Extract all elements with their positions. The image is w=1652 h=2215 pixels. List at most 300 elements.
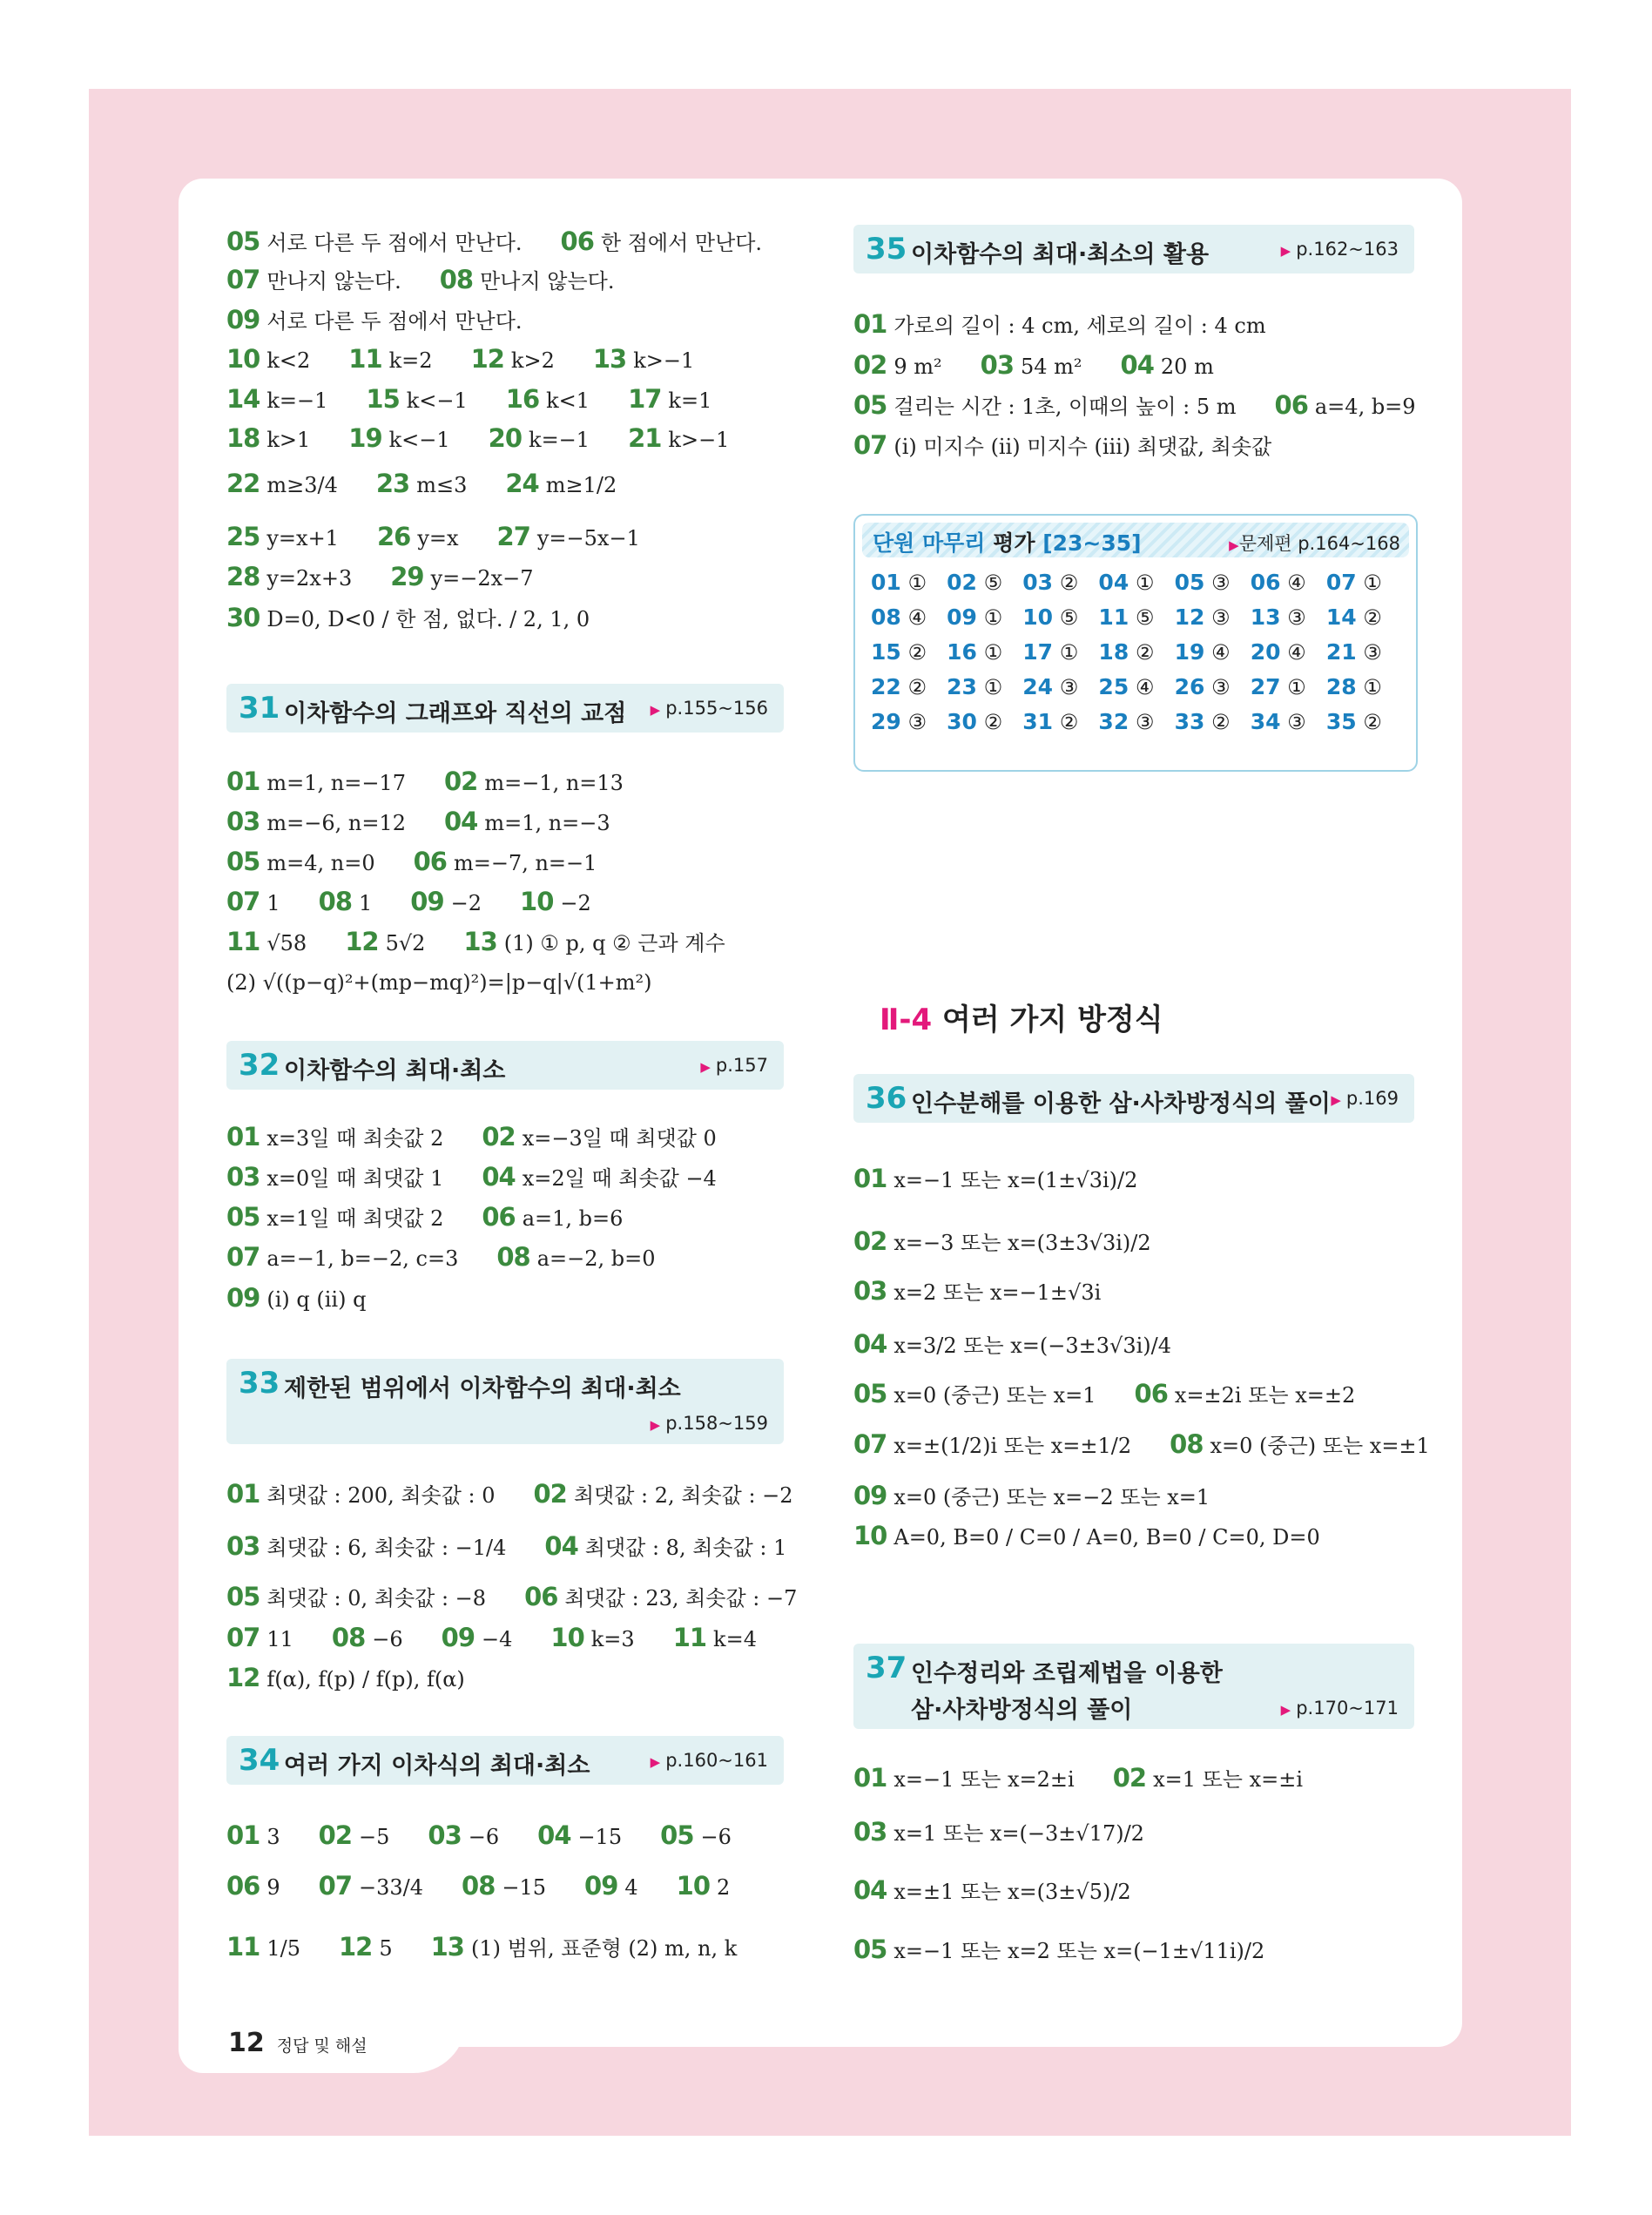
section-title: 인수분해를 이용한 삼·사차방정식의 풀이 <box>911 1091 1331 1118</box>
section-title: 이차함수의 최대·최소 <box>284 1057 506 1084</box>
answer-line <box>226 1533 825 1561</box>
review-answer <box>1251 570 1326 595</box>
answer-choice: ② <box>1363 605 1382 630</box>
question-number: 10 <box>676 1871 711 1901</box>
question-number: 07 <box>853 430 887 460</box>
answer-choice: ① <box>1287 675 1306 699</box>
answer-text: 1 <box>266 891 280 915</box>
answer-item <box>339 1934 393 1962</box>
answer-item <box>462 1873 546 1901</box>
answer-text: −15 <box>502 1875 547 1900</box>
answer-item <box>226 1584 486 1611</box>
question-number: 10 <box>226 344 260 374</box>
answer-item <box>226 386 327 414</box>
answer-text: 1 <box>359 891 373 915</box>
answer-text: m=−7, n=−1 <box>453 851 597 875</box>
answer-text: −2 <box>450 891 482 915</box>
answer-text: x=±1 또는 x=(3±√5)/2 <box>893 1880 1131 1904</box>
answer-text: a=−1, b=−2, c=3 <box>266 1246 459 1271</box>
review-answer <box>1326 604 1402 630</box>
answer-choice: ② <box>1135 640 1155 665</box>
question-number: 04 <box>544 1531 578 1561</box>
answer-text: 서로 다른 두 점에서 만난다. <box>266 231 523 255</box>
question-number: 12 <box>345 927 379 956</box>
answer-text: m=4, n=0 <box>266 851 375 875</box>
answer-item <box>319 888 373 916</box>
review-answer <box>871 570 947 595</box>
answer-item <box>482 1124 716 1151</box>
answer-choice: ② <box>907 675 927 699</box>
triangle-icon: ▶ <box>1331 1092 1341 1108</box>
answer-item <box>440 267 615 294</box>
answer-line <box>226 267 652 294</box>
review-answer <box>947 639 1022 665</box>
answer-item <box>1135 1381 1356 1408</box>
answer-item <box>376 470 468 498</box>
question-number: 08 <box>318 887 352 916</box>
answer-text: m≥3/4 <box>266 473 338 497</box>
answer-text: k>2 <box>510 348 555 373</box>
review-answer <box>1098 604 1174 630</box>
answer-item <box>414 848 597 876</box>
answer-choice: ⑤ <box>1135 605 1155 630</box>
question-number: 04 <box>537 1820 571 1850</box>
question-number: 11 <box>348 344 382 374</box>
answer-text: k<2 <box>266 348 311 373</box>
answer-text: −2 <box>560 891 591 915</box>
answer-text: (1) 범위, 표준형 (2) m, n, k <box>470 1936 738 1961</box>
answer-text: x=2 또는 x=−1±√3i <box>893 1280 1102 1305</box>
answer-line <box>226 307 561 334</box>
answer-choice: ⑤ <box>983 571 1003 595</box>
question-number: 20 <box>1250 639 1281 665</box>
answer-item <box>463 929 725 956</box>
answer-choice: ③ <box>1287 710 1306 734</box>
section-header-36 <box>853 1074 1414 1123</box>
answer-text: −6 <box>700 1825 732 1849</box>
question-number: 03 <box>853 1276 887 1306</box>
answer-item <box>853 1819 1144 1847</box>
answer-text: 최댓값 : 200, 최솟값 : 0 <box>266 1483 496 1508</box>
answer-text: x=1 또는 x=±i <box>1153 1767 1304 1792</box>
question-number: 26 <box>1174 674 1205 699</box>
answer-item <box>226 564 352 591</box>
answer-item <box>561 228 763 256</box>
answer-item <box>226 1285 366 1313</box>
question-number: 04 <box>482 1162 516 1192</box>
chapter-heading <box>880 996 1163 1038</box>
answer-choice: ② <box>907 640 927 665</box>
question-number: 33 <box>1174 709 1205 734</box>
answer-text: x=−3일 때 최댓값 0 <box>522 1126 717 1151</box>
page-ref: ▶ p.160~161 <box>650 1750 768 1771</box>
question-number: 14 <box>1325 604 1357 630</box>
answer-text: 5 <box>379 1936 393 1961</box>
question-number: 13 <box>430 1932 464 1962</box>
question-number: 06 <box>482 1202 516 1232</box>
answer-line <box>853 1523 1359 1550</box>
answer-line <box>226 425 767 453</box>
answer-text: m=−6, n=12 <box>266 811 406 835</box>
answer-item <box>345 929 425 956</box>
answer-text: k>−1 <box>633 348 695 373</box>
question-number: 01 <box>853 1763 887 1793</box>
section-number: 33 <box>239 1366 280 1401</box>
answer-line <box>226 386 750 414</box>
answer-text: 최댓값 : 0, 최솟값 : −8 <box>266 1586 487 1611</box>
section-header-37 <box>853 1644 1414 1729</box>
answer-text: x=0 (중근) 또는 x=±1 <box>1210 1434 1430 1458</box>
question-number: 19 <box>348 423 382 453</box>
answer-text: k<1 <box>546 388 590 413</box>
answer-item <box>673 1624 757 1652</box>
review-answer <box>947 674 1022 699</box>
answer-text: 최댓값 : 2, 최솟값 : −2 <box>573 1483 793 1508</box>
question-number: 12 <box>226 1663 260 1692</box>
answer-line <box>853 1331 1210 1359</box>
section-title: 이차함수의 최대·최소의 활용 <box>911 241 1210 268</box>
question-number: 09 <box>441 1623 475 1652</box>
answer-line <box>226 1285 404 1313</box>
page-footer <box>228 2028 367 2058</box>
answer-line <box>226 1584 835 1611</box>
answer-choice: ② <box>1211 710 1231 734</box>
triangle-icon: ▶ <box>1280 243 1291 259</box>
question-number: 29 <box>390 562 424 591</box>
question-number: 06 <box>1250 570 1281 595</box>
question-number: 28 <box>1325 674 1357 699</box>
triangle-icon: ▶ <box>650 1754 661 1770</box>
answer-text: −6 <box>372 1627 403 1651</box>
question-number: 25 <box>226 522 260 551</box>
section-header-31 <box>226 684 784 733</box>
answer-item <box>497 523 640 551</box>
answer-choice: ③ <box>1135 710 1155 734</box>
answer-item <box>226 228 523 256</box>
review-answer <box>947 604 1022 630</box>
answer-line <box>226 888 630 916</box>
question-number: 28 <box>226 562 260 591</box>
question-number: 08 <box>496 1242 530 1272</box>
answer-text: x=0일 때 최댓값 1 <box>266 1166 444 1191</box>
question-number: 12 <box>1174 604 1205 630</box>
answer-text: x=3/2 또는 x=(−3±3√3i)/4 <box>893 1334 1171 1358</box>
answer-line <box>226 1822 770 1850</box>
answer-choice: ① <box>1135 571 1155 595</box>
answer-line <box>226 848 635 876</box>
answer-text: y=−5x−1 <box>536 526 640 550</box>
question-number: 18 <box>226 423 260 453</box>
answer-text: 3 <box>266 1825 280 1849</box>
answer-item <box>226 888 280 916</box>
answer-item <box>853 432 1271 460</box>
answer-choice: ④ <box>1135 675 1155 699</box>
section-number: 36 <box>866 1081 907 1116</box>
answer-line <box>853 1431 1468 1459</box>
question-number: 21 <box>628 423 662 453</box>
answer-item <box>366 386 467 414</box>
question-number: 30 <box>947 709 977 734</box>
answer-item <box>471 346 555 374</box>
answer-item <box>1113 1765 1303 1793</box>
question-number: 04 <box>1098 570 1129 595</box>
answer-item <box>348 425 449 453</box>
answer-choice: ① <box>983 605 1003 630</box>
answer-line <box>226 1164 755 1192</box>
question-number: 10 <box>550 1623 584 1652</box>
answer-text: 만나지 않는다. <box>266 269 401 294</box>
answer-item <box>410 888 482 916</box>
review-answer <box>1326 639 1402 665</box>
answer-choice: ④ <box>1211 640 1231 665</box>
question-number: 03 <box>853 1817 887 1847</box>
question-number: 09 <box>410 887 444 916</box>
question-number: 07 <box>1325 570 1357 595</box>
answer-choice: ③ <box>1363 640 1382 665</box>
answer-line <box>226 346 732 374</box>
triangle-icon: ▶ <box>1280 1702 1291 1718</box>
review-answer <box>1098 570 1174 595</box>
answer-item <box>348 346 432 374</box>
unit-review-header <box>862 523 1409 557</box>
page-ref: ▶ p.170~171 <box>1280 1698 1399 1719</box>
answer-text: a=−2, b=0 <box>536 1246 656 1271</box>
answer-item <box>482 1164 716 1192</box>
footer-label: 정답 및 해설 <box>276 2036 367 2056</box>
question-number: 01 <box>871 570 901 595</box>
question-number: 15 <box>871 639 901 665</box>
question-number: 13 <box>592 344 627 374</box>
answer-line <box>226 228 800 256</box>
page-ref: ▶ p.157 <box>700 1055 768 1076</box>
question-number: 22 <box>226 469 260 498</box>
answer-item <box>853 1228 1151 1256</box>
answer-line <box>226 1204 661 1232</box>
answer-item <box>584 1873 638 1901</box>
answer-choice: ② <box>1059 571 1079 595</box>
answer-line <box>226 808 649 836</box>
answer-line <box>226 929 764 956</box>
answer-text: k=2 <box>388 348 433 373</box>
section-number: 31 <box>239 691 280 726</box>
answer-text: √58 <box>266 931 307 956</box>
answer-item <box>226 1934 300 1962</box>
answer-line <box>853 1278 1139 1306</box>
question-number: 09 <box>226 305 260 334</box>
review-answer <box>947 570 1022 595</box>
question-number: 02 <box>947 570 977 595</box>
answer-text: a=4, b=9 <box>1314 395 1416 419</box>
question-number: 02 <box>853 350 887 380</box>
question-number: 05 <box>853 1379 887 1408</box>
question-number: 05 <box>853 1935 887 1964</box>
question-number: 23 <box>375 469 410 498</box>
question-number: 21 <box>1325 639 1357 665</box>
question-number: 35 <box>1325 709 1357 734</box>
question-number: 01 <box>853 1164 887 1193</box>
answer-text: 5√2 <box>385 931 426 956</box>
question-number: 02 <box>853 1226 887 1256</box>
answer-text: y=x <box>417 526 459 550</box>
answer-item <box>226 1624 293 1652</box>
answer-text: D=0, D<0 / 한 점, 없다. / 2, 1, 0 <box>266 607 590 631</box>
answer-item <box>226 425 310 453</box>
answer-text: x=±2i 또는 x=±2 <box>1174 1383 1356 1408</box>
answer-item <box>377 523 459 551</box>
review-answer <box>1022 570 1098 595</box>
answer-choice: ① <box>1059 640 1079 665</box>
answer-text: y=−2x−7 <box>430 566 534 591</box>
answer-item <box>853 1765 1075 1793</box>
answer-choice: ② <box>1059 710 1079 734</box>
answer-text: 만나지 않는다. <box>480 269 615 294</box>
answer-choice: ③ <box>1059 675 1079 699</box>
answer-line <box>226 969 691 996</box>
answer-line <box>226 1934 775 1962</box>
answer-item <box>444 808 610 836</box>
question-number: 07 <box>318 1871 352 1901</box>
question-number: 06 <box>524 1582 558 1611</box>
review-answer <box>1251 709 1326 734</box>
question-number: 03 <box>226 807 260 836</box>
question-number: 10 <box>853 1521 887 1550</box>
question-number: 06 <box>226 1871 260 1901</box>
answer-text: x=−1 또는 x=2 또는 x=(−1±√11i)/2 <box>893 1939 1265 1963</box>
answer-item <box>226 969 652 996</box>
question-number: 07 <box>853 1429 887 1459</box>
section-number: 34 <box>239 1743 280 1778</box>
answer-item <box>981 352 1082 380</box>
answer-text: f(α), f(p) / f(p), f(α) <box>266 1667 465 1692</box>
answer-text: (ⅰ) 미지수 (ⅱ) 미지수 (ⅲ) 최댓값, 최솟값 <box>893 435 1272 459</box>
section-title: 이차함수의 그래프와 직선의 교점 <box>284 700 627 727</box>
review-answer <box>871 709 947 734</box>
question-number: 03 <box>980 350 1014 380</box>
question-number: 13 <box>1250 604 1281 630</box>
answer-line <box>226 523 678 551</box>
review-answer <box>1326 709 1402 734</box>
review-answer <box>1175 570 1251 595</box>
answer-line <box>853 392 1454 420</box>
answer-text: m=1, n=−17 <box>266 771 406 795</box>
answer-item <box>319 1822 390 1850</box>
answer-item <box>226 1124 443 1151</box>
question-number: 11 <box>672 1623 707 1652</box>
answer-line <box>853 1819 1183 1847</box>
answer-item <box>628 386 711 414</box>
answer-item <box>226 307 523 334</box>
review-answer <box>1175 639 1251 665</box>
answer-text: 2 <box>717 1875 731 1900</box>
answer-text: m=1, n=−3 <box>484 811 610 835</box>
review-answer <box>1326 674 1402 699</box>
answer-choice: ① <box>1363 571 1382 595</box>
question-number: 02 <box>1112 1763 1147 1793</box>
review-answer <box>1098 674 1174 699</box>
question-number: 17 <box>1022 639 1054 665</box>
review-answer <box>1098 709 1174 734</box>
answer-text: x=0 (중근) 또는 x=1 <box>893 1383 1096 1408</box>
question-number: 05 <box>853 390 887 420</box>
answer-text: 최댓값 : 23, 최솟값 : −7 <box>564 1586 798 1611</box>
triangle-icon: ▶ <box>1229 537 1239 553</box>
question-number: 20 <box>488 423 523 453</box>
triangle-icon: ▶ <box>650 702 661 718</box>
question-number: 25 <box>1098 674 1129 699</box>
answer-choice: ② <box>1363 710 1382 734</box>
answer-choice: ① <box>983 675 1003 699</box>
answer-item <box>226 768 406 796</box>
answer-line <box>226 1624 795 1652</box>
question-number: 10 <box>1022 604 1054 630</box>
answer-line <box>226 1244 694 1272</box>
page-number: 12 <box>228 2028 265 2058</box>
answer-item <box>226 929 307 956</box>
answer-item <box>853 1331 1171 1359</box>
question-number: 22 <box>871 674 901 699</box>
question-number: 26 <box>376 522 411 551</box>
answer-item <box>226 1665 465 1692</box>
question-number: 14 <box>226 384 260 414</box>
answer-choice: ③ <box>1211 605 1231 630</box>
question-number: 02 <box>533 1479 567 1509</box>
answer-item <box>226 1204 443 1232</box>
answer-line <box>853 1381 1393 1408</box>
answer-item <box>853 311 1266 339</box>
answer-item <box>226 808 406 836</box>
review-answer <box>1251 639 1326 665</box>
answer-text: m≥1/2 <box>545 473 617 497</box>
answer-text: 가로의 길이 : 4 cm, 세로의 길이 : 4 cm <box>893 314 1266 338</box>
question-number: 05 <box>226 1582 260 1611</box>
section-header-32 <box>226 1041 784 1090</box>
answer-text: k>1 <box>266 428 311 452</box>
question-number: 16 <box>505 384 540 414</box>
question-number: 03 <box>226 1162 260 1192</box>
answer-text: k=1 <box>668 388 712 413</box>
question-number: 06 <box>413 847 447 876</box>
triangle-icon: ▶ <box>700 1059 711 1075</box>
answer-line <box>853 1936 1303 1964</box>
question-number: 05 <box>660 1820 694 1850</box>
page-ref: ▶ p.158~159 <box>650 1413 768 1434</box>
answer-choice: ④ <box>1287 640 1306 665</box>
review-answer <box>871 604 947 630</box>
answer-line <box>853 1228 1190 1256</box>
answer-item <box>534 1481 793 1509</box>
question-number: 06 <box>1134 1379 1168 1408</box>
question-number: 31 <box>1022 709 1054 734</box>
answer-choice: ① <box>907 571 927 595</box>
question-number: 17 <box>628 384 662 414</box>
answer-item <box>431 1934 738 1962</box>
answer-text: (ⅰ) q (ⅱ) q <box>266 1287 367 1312</box>
answer-item <box>332 1624 403 1652</box>
answer-item <box>1121 352 1214 380</box>
question-number: 11 <box>226 927 260 956</box>
answer-line <box>853 1877 1170 1905</box>
answer-text: x=0 (중근) 또는 x=−2 또는 x=1 <box>893 1485 1210 1509</box>
answer-item <box>226 470 338 498</box>
answer-choice: ③ <box>1211 571 1231 595</box>
review-answer <box>1022 674 1098 699</box>
answer-line <box>853 1482 1248 1510</box>
question-number: 04 <box>853 1875 887 1905</box>
answer-item <box>226 267 401 294</box>
review-answer <box>1175 709 1251 734</box>
answer-text: (1) ① p, q ② 근과 계수 <box>503 931 725 956</box>
answer-item <box>544 1533 786 1561</box>
